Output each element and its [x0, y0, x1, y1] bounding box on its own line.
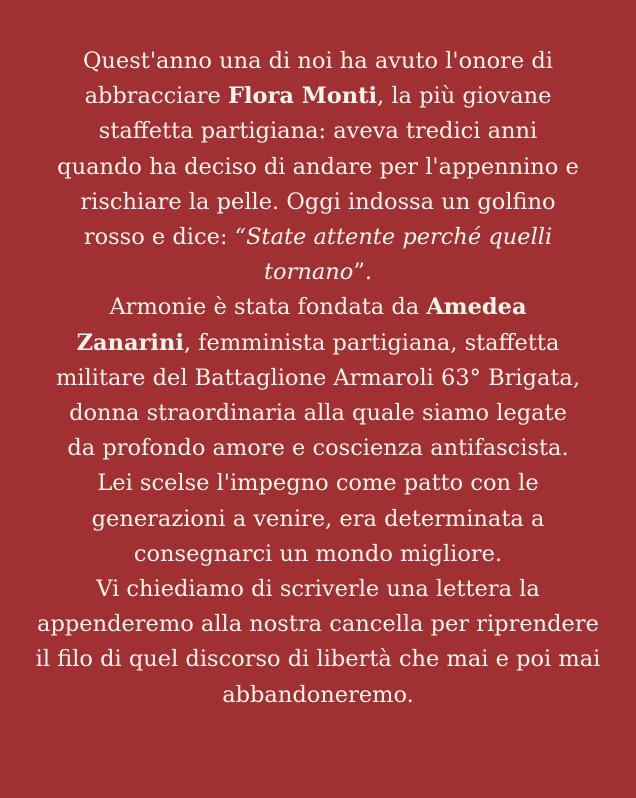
- text-line: Zanarini, femminista partigiana, staffetta: [76, 329, 560, 356]
- text-line: abbandoneremo.: [222, 681, 414, 708]
- text-line: consegnarci un mondo migliore.: [133, 540, 503, 567]
- text-line: Lei scelse l'impegno come patto con le: [97, 470, 539, 497]
- text-line: appenderemo alla nostra cancella per riprendere: [37, 611, 599, 638]
- text-line: abbracciare Flora Monti, la più giovane: [84, 83, 552, 110]
- text-line: tornano”.: [264, 259, 372, 286]
- paragraph-amedea-zanarini: [18, 290, 618, 572]
- text-line: Armonie è stata fondata da Amedea: [109, 294, 527, 321]
- text-line: il filo di quel discorso di libertà che mai e poi mai: [35, 646, 601, 673]
- text-line: da profondo amore e coscienza antifascista.: [67, 435, 569, 462]
- quote-text: tornano: [264, 259, 354, 286]
- name-amedea: Amedea: [426, 294, 527, 321]
- name-zanarini: Zanarini: [76, 329, 184, 356]
- text-line: rischiare la pelle. Oggi indossa un golfino: [80, 188, 556, 215]
- text-line: Quest'anno una di noi ha avuto l'onore di: [82, 48, 553, 74]
- text-line: militare del Battaglione Armaroli 63° Brigata,: [56, 364, 580, 391]
- text-line: donna straordinaria alla quale siamo legate: [69, 400, 567, 427]
- text-line: rosso e dice: “State attente perché quelli: [83, 224, 553, 251]
- paragraph-flora-monti: [18, 44, 618, 290]
- text-line: staffetta partigiana: aveva tredici anni: [98, 118, 538, 145]
- paragraph-invitation: [18, 572, 618, 713]
- quote-text: “State attente perché quelli: [234, 224, 553, 251]
- text-line: Vi chiediamo di scriverle una lettera la: [96, 576, 540, 603]
- text-line: quando ha deciso di andare per l'appennino e: [57, 153, 579, 180]
- name-flora-monti: Flora Monti: [228, 83, 378, 110]
- text-line: generazioni a venire, era determinata a: [91, 505, 545, 532]
